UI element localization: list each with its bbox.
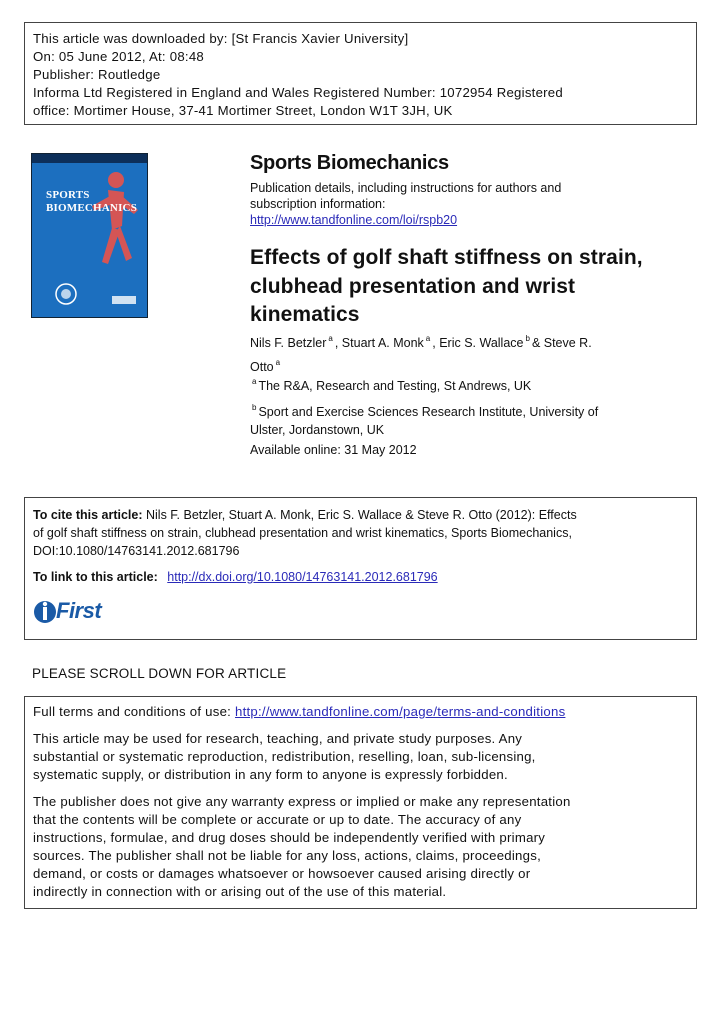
author-affiliation-mark: b bbox=[525, 334, 530, 343]
cover-top-strip bbox=[32, 154, 147, 163]
seal-icon bbox=[54, 282, 78, 306]
author-name: Otto bbox=[250, 360, 274, 374]
affiliation-text: Ulster, Jordanstown, UK bbox=[250, 423, 385, 437]
terms-text: that the contents will be complete or accurate or up to date. The accuracy of any bbox=[33, 812, 522, 827]
affiliation-mark: b bbox=[252, 403, 257, 412]
download-line: Informa Ltd Registered in England and Wales Registered Number: 1072954 Registered bbox=[33, 85, 563, 100]
affiliation-text: Sport and Exercise Sciences Research Institute, University of bbox=[258, 405, 599, 419]
cover-title-line: SPORTS bbox=[46, 189, 90, 201]
scroll-down-note: PLEASE SCROLL DOWN FOR ARTICLE bbox=[32, 666, 287, 681]
journal-url-link[interactable]: http://www.tandfonline.com/loi/rspb20 bbox=[250, 213, 458, 227]
journal-title: Sports Biomechanics bbox=[250, 152, 449, 174]
publisher-logo-icon bbox=[112, 294, 136, 306]
article-title-line: Effects of golf shaft stiffness on strain, bbox=[250, 246, 643, 269]
terms-text: instructions, formulae, and drug doses should be independently verified with primary bbox=[33, 830, 546, 845]
available-online-date: Available online: 31 May 2012 bbox=[250, 443, 417, 457]
article-title-line: clubhead presentation and wrist bbox=[250, 274, 576, 298]
publication-details bbox=[250, 180, 561, 228]
article-title bbox=[250, 244, 643, 330]
terms-text: systematic supply, or distribution in any form to anyone is expressly forbidden. bbox=[33, 767, 508, 782]
author-name: , Eric S. Wallace bbox=[432, 336, 524, 350]
authors bbox=[250, 329, 592, 377]
author-name: Nils F. Betzler bbox=[250, 336, 327, 350]
author-affiliation-mark: a bbox=[425, 334, 431, 343]
cover-title-line: BIOMECHANICS bbox=[46, 202, 138, 214]
terms-text: indirectly in connection with or arising out of the use of this material. bbox=[33, 884, 447, 899]
author-name: , Stuart A. Monk bbox=[334, 336, 424, 350]
article-title-line: kinematics bbox=[250, 303, 360, 326]
terms-text: sources. The publisher shall not be liable for any loss, actions, claims, proceedings, bbox=[33, 848, 541, 863]
download-line: This article was downloaded by: [St Francis Xavier University] bbox=[33, 31, 409, 46]
cite-text: Nils F. Betzler, Stuart A. Monk, Eric S. Wallace & Steve R. Otto (2012): Effects bbox=[142, 508, 577, 522]
author-affiliation-mark: a bbox=[275, 358, 281, 367]
details-line: subscription information: bbox=[250, 197, 386, 211]
terms-link[interactable]: http://www.tandfonline.com/page/terms-and-conditions bbox=[235, 704, 566, 719]
download-info-box bbox=[24, 22, 697, 125]
cite-text: DOI:10.1080/14763141.2012.681796 bbox=[33, 544, 240, 558]
ifirst-logo-text: First bbox=[56, 598, 102, 623]
cite-text: of golf shaft stiffness on strain, clubhead presentation and wrist kinematics, Sports Biomechanics, bbox=[33, 526, 572, 540]
link-label: To link to this article: bbox=[33, 570, 158, 584]
runner-figure-icon bbox=[72, 166, 142, 286]
download-line: On: 05 June 2012, At: 08:48 bbox=[33, 49, 204, 64]
author-affiliation-mark: a bbox=[328, 334, 333, 343]
ifirst-logo bbox=[33, 598, 113, 631]
download-line: office: Mortimer House, 37-41 Mortimer Street, London W1T 3JH, UK bbox=[33, 103, 453, 118]
affiliation-text: The R&A, Research and Testing, St Andrews, UK bbox=[258, 379, 532, 393]
terms-box bbox=[24, 696, 697, 909]
terms-label: Full terms and conditions of use: bbox=[33, 704, 236, 719]
journal-cover-image bbox=[31, 153, 148, 318]
terms-text: This article may be used for research, teaching, and private study purposes. Any bbox=[33, 731, 523, 746]
affiliations bbox=[250, 373, 598, 439]
affiliation-mark: a bbox=[252, 377, 257, 386]
terms-text: The publisher does not give any warranty express or implied or make any representation bbox=[33, 794, 571, 809]
terms-text: demand, or costs or damages whatsoever or howsoever caused arising directly or bbox=[33, 866, 531, 881]
doi-link[interactable]: http://dx.doi.org/10.1080/14763141.2012.681796 bbox=[167, 570, 438, 584]
download-line: Publisher: Routledge bbox=[33, 67, 161, 82]
cite-label: To cite this article: bbox=[33, 508, 143, 522]
author-name: & Steve R. bbox=[531, 336, 592, 350]
details-line: Publication details, including instructions for authors and bbox=[250, 181, 562, 195]
terms-text: substantial or systematic reproduction, redistribution, reselling, loan, sub-licensing, bbox=[33, 749, 536, 764]
citation-box bbox=[24, 497, 697, 640]
cover-title bbox=[46, 189, 137, 215]
